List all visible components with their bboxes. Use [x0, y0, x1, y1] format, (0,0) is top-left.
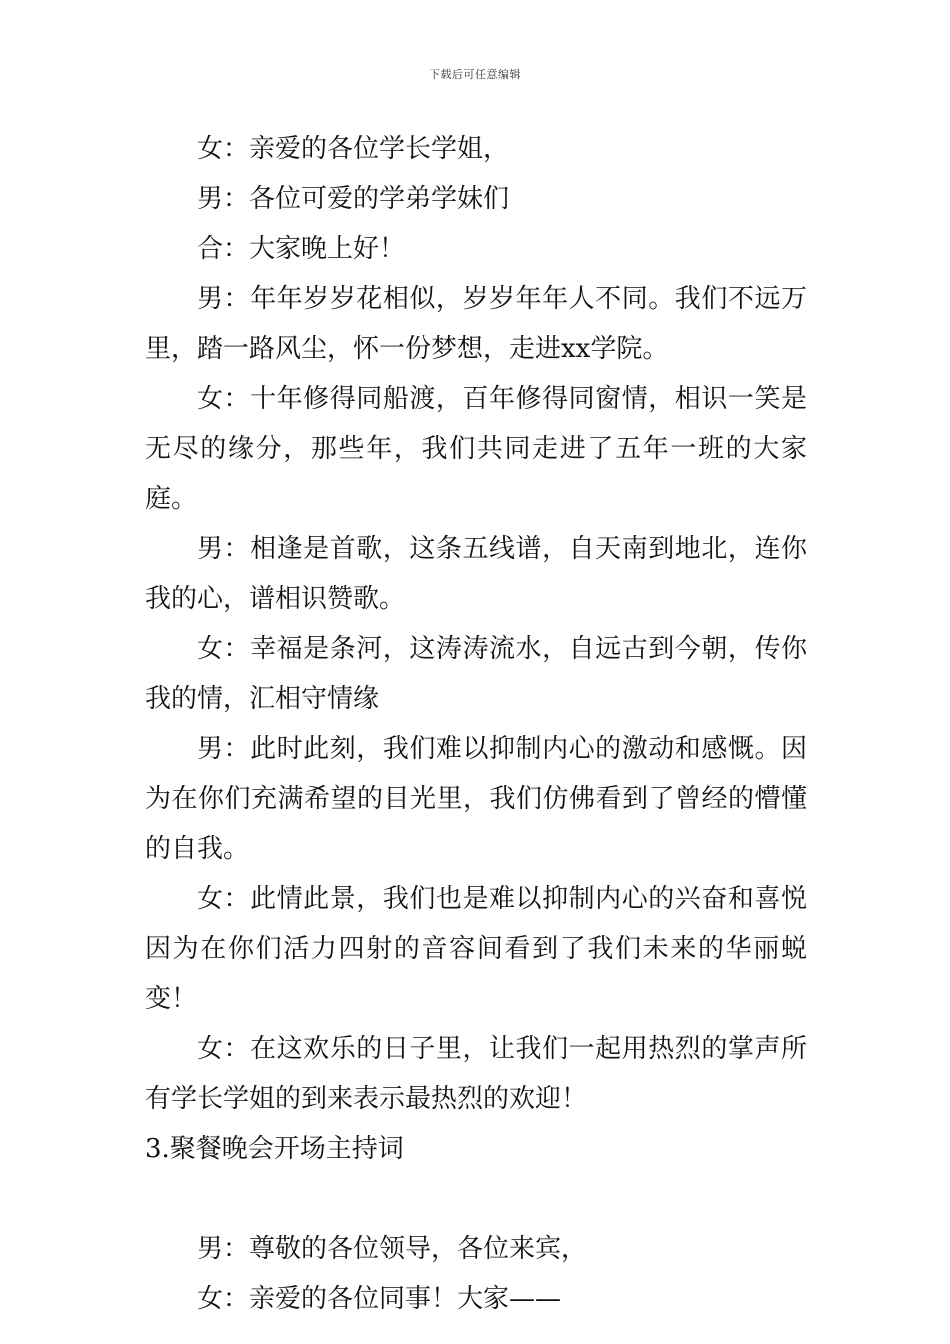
paragraph: 女：亲爱的各位同事！大家——	[197, 1284, 562, 1314]
paragraph: 女：亲爱的各位学长学姐，	[197, 134, 510, 164]
paragraph: 男：年年岁岁花相似，岁岁年年人不同。我们不远万里，踏一路风尘，怀一份梦想，走进xx学院。	[145, 284, 807, 364]
document-body	[145, 124, 807, 1324]
paragraph: 女：幸福是条河，这涛涛流水，自远古到今朝，传你我的情，汇相守情缘	[145, 634, 807, 714]
paragraph: 女：此情此景，我们也是难以抑制内心的兴奋和喜悦因为在你们活力四射的音容间看到了我们未来的华丽蜕变！	[145, 884, 807, 1014]
paragraph: 男：各位可爱的学弟学妹们	[197, 184, 510, 214]
paragraph: 女：在这欢乐的日子里，让我们一起用热烈的掌声所有学长学姐的到来表示最热烈的欢迎！	[145, 1034, 807, 1114]
section-heading: 3.聚餐晚会开场主持词	[145, 1134, 404, 1164]
paragraph: 男：此时此刻，我们难以抑制内心的激动和感慨。因为在你们充满希望的目光里，我们仿佛看到了曾经的懵懂的自我。	[145, 734, 807, 864]
paragraph: 女：十年修得同船渡，百年修得同窗情，相识一笑是无尽的缘分，那些年，我们共同走进了五年一班的大家庭。	[145, 384, 807, 514]
paragraph: 男：相逢是首歌，这条五线谱，自天南到地北，连你我的心，谱相识赞歌。	[145, 534, 807, 614]
paragraph: 合：大家晚上好！	[197, 234, 406, 264]
page-header: 下载后可任意编辑	[429, 68, 521, 81]
paragraph: 男：尊敬的各位领导，各位来宾，	[197, 1234, 588, 1264]
blank-line	[145, 1174, 807, 1224]
